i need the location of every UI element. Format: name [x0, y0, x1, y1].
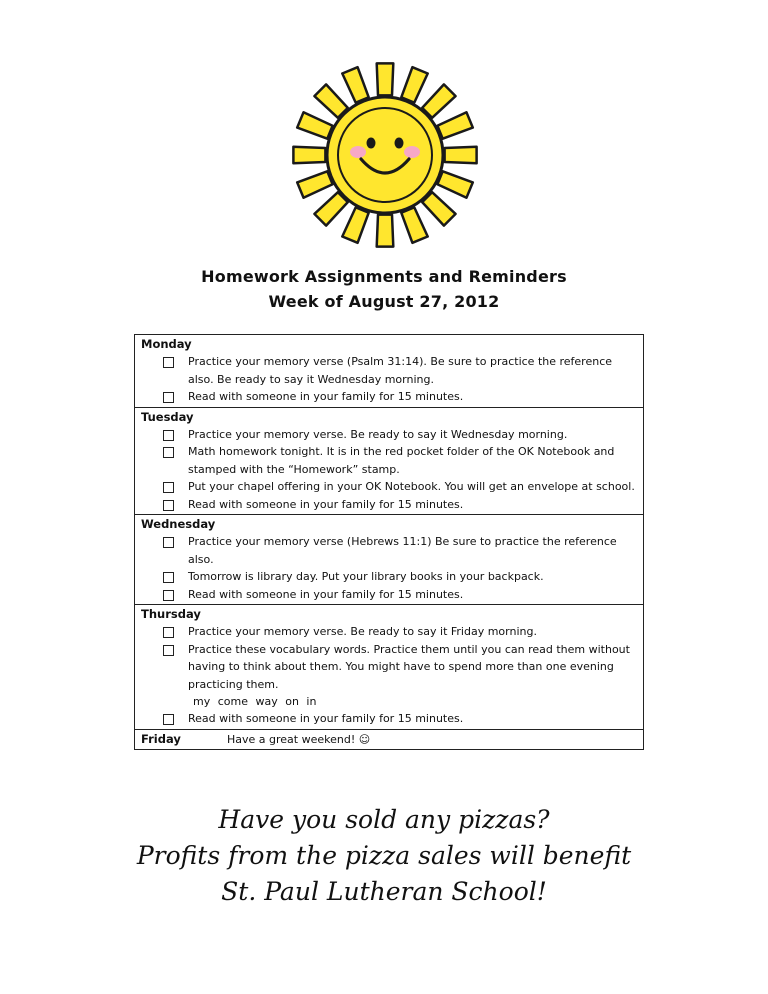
- sun-ray: [314, 192, 347, 225]
- checkbox[interactable]: [163, 357, 174, 368]
- pizza-reminder: [0, 802, 768, 910]
- week-subtitle: Week of August 27, 2012: [268, 292, 500, 311]
- task-text: Read with someone in your family for 15 minutes.: [188, 712, 464, 725]
- checkbox[interactable]: [163, 392, 174, 403]
- sun-ray: [377, 215, 394, 247]
- checkbox[interactable]: [163, 447, 174, 458]
- task-text: Practice your memory verse (Hebrews 11:1) Be sure to practice the reference also.: [188, 535, 617, 566]
- task-item: [141, 388, 639, 406]
- day-section-monday: [135, 335, 643, 408]
- day-label: Monday: [141, 337, 192, 351]
- checkbox[interactable]: [163, 572, 174, 583]
- closing-line: Have you sold any pizzas?: [218, 805, 550, 834]
- sun-ray: [437, 112, 472, 138]
- sun-ray: [293, 147, 325, 164]
- smiling-sun-icon: [290, 60, 480, 250]
- sun-cheek-right: [404, 146, 420, 158]
- day-section-wednesday: [135, 515, 643, 605]
- friday-note: Have a great weekend! ☺: [227, 732, 371, 746]
- sun-ray: [422, 84, 455, 117]
- task-item: [141, 426, 639, 444]
- task-item: [141, 586, 639, 604]
- page-header: [0, 264, 768, 314]
- checkbox[interactable]: [163, 627, 174, 638]
- sun-eye-left: [367, 138, 376, 149]
- sun-ray: [445, 147, 477, 164]
- sun-illustration: [290, 60, 480, 250]
- task-text: Read with someone in your family for 15 minutes.: [188, 497, 464, 511]
- day-label: Thursday: [141, 607, 201, 621]
- day-label: Tuesday: [141, 409, 194, 424]
- task-text: Practice these vocabulary words. Practice them until you can read them without having to think about them. You might have to spend more than one evening practicing them.: [188, 642, 630, 691]
- day-label: Wednesday: [141, 517, 216, 531]
- task-text: Tomorrow is library day. Put your library books in your backpack.: [188, 570, 544, 583]
- checkbox[interactable]: [163, 500, 174, 511]
- sun-ray: [401, 67, 427, 102]
- day-section-tuesday: [135, 408, 643, 516]
- page-title: Homework Assignments and Reminders: [201, 267, 567, 286]
- sun-eye-right: [395, 138, 404, 149]
- checkbox[interactable]: [163, 537, 174, 548]
- task-item: [141, 496, 639, 514]
- task-item: [141, 623, 639, 641]
- checkbox[interactable]: [163, 482, 174, 493]
- task-item: [141, 641, 639, 694]
- sun-ray: [342, 67, 368, 102]
- task-item: [141, 478, 639, 496]
- checkbox[interactable]: [163, 714, 174, 725]
- task-text: Practice your memory verse. Be ready to say it Friday morning.: [188, 625, 537, 638]
- sun-ray: [314, 84, 347, 117]
- vocabulary-words: my come way on in: [193, 695, 317, 708]
- sun-ray: [422, 192, 455, 225]
- task-text: Put your chapel offering in your OK Notebook. You will get an envelope at school.: [188, 480, 635, 493]
- task-item: [141, 443, 639, 478]
- sun-ray: [297, 171, 332, 197]
- sun-ray: [297, 112, 332, 138]
- task-item: [141, 710, 639, 728]
- sun-ray: [342, 207, 368, 242]
- task-text: Read with someone in your family for 15 minutes.: [188, 390, 464, 403]
- sun-ray: [377, 63, 394, 95]
- checkbox[interactable]: [163, 430, 174, 441]
- closing-line: Profits from the pizza sales will benefit: [136, 841, 632, 870]
- day-section-thursday: [135, 605, 643, 730]
- task-text: Practice your memory verse. Be ready to say it Wednesday morning.: [188, 427, 568, 441]
- day-label: Friday: [141, 731, 181, 746]
- task-item: [141, 353, 639, 388]
- homework-table: [134, 334, 644, 750]
- checkbox[interactable]: [163, 645, 174, 656]
- task-text: Math homework tonight. It is in the red pocket folder of the OK Notebook and stamped with the “Homework” stamp.: [188, 445, 615, 476]
- sun-face: [327, 97, 443, 213]
- sun-ray: [437, 171, 472, 197]
- sun-cheek-left: [350, 146, 366, 158]
- task-item: [141, 533, 639, 568]
- task-text: Read with someone in your family for 15 minutes.: [188, 587, 464, 601]
- closing-line: St. Paul Lutheran School!: [221, 877, 547, 906]
- sun-ray: [401, 207, 427, 242]
- task-text: Practice your memory verse (Psalm 31:14). Be sure to practice the reference also. Be ready to say it Wednesday morning.: [188, 355, 613, 386]
- task-item: [141, 568, 639, 586]
- day-section-friday: [135, 730, 643, 749]
- checkbox[interactable]: [163, 590, 174, 601]
